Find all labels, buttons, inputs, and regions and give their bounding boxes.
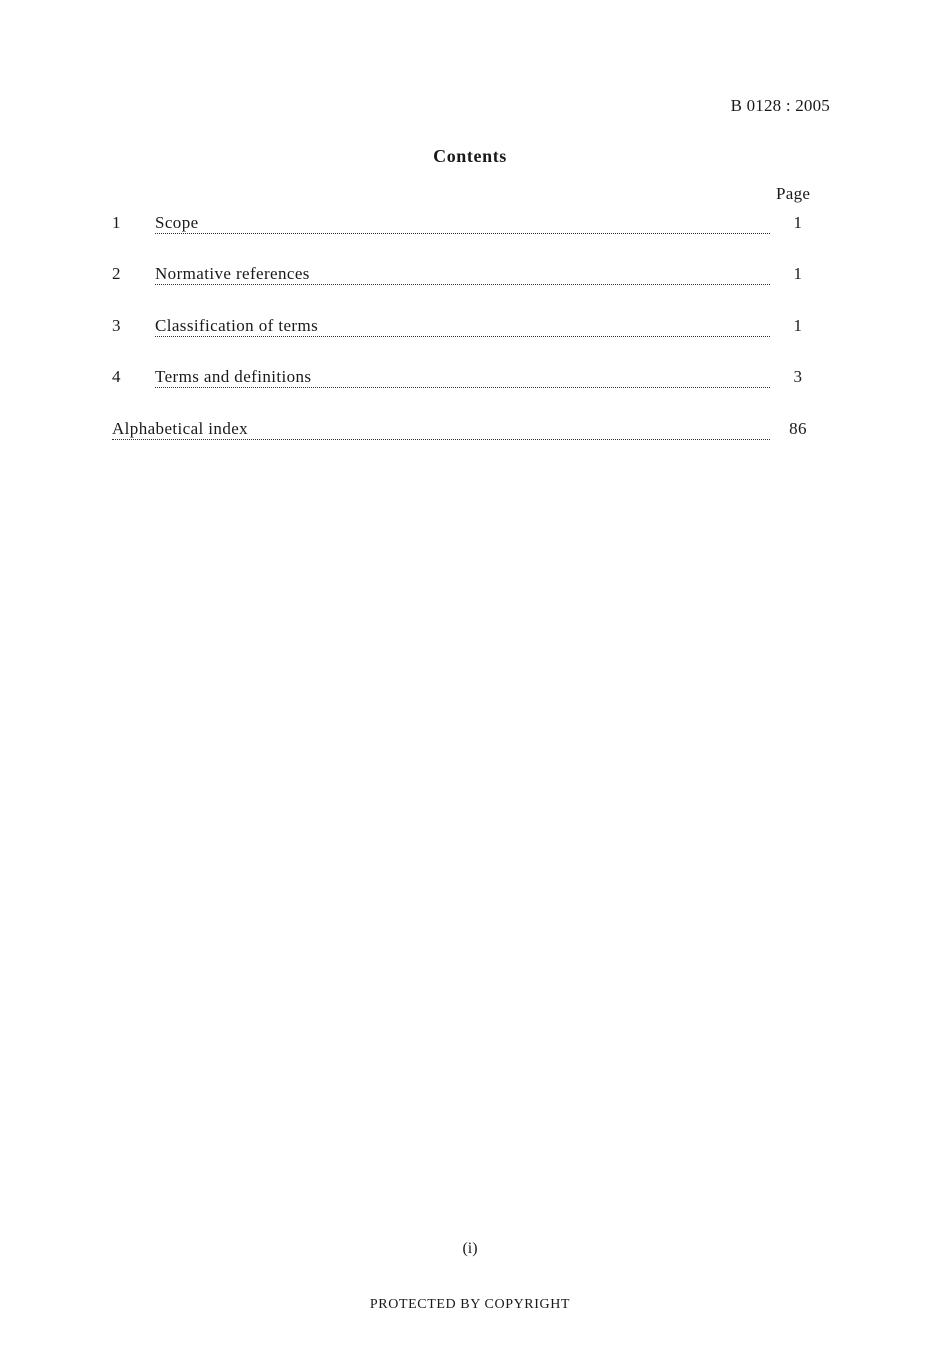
toc-entry-label: Alphabetical index	[112, 419, 251, 439]
toc-entry-label: Classification of terms	[155, 316, 321, 336]
dot-leader	[155, 213, 770, 234]
toc-entry-label: Normative references	[155, 264, 313, 284]
toc-entry-page: 86	[789, 419, 807, 438]
toc-entry-classification-of-terms[interactable]	[112, 316, 812, 340]
toc-entry-page: 1	[793, 213, 803, 232]
page-number: (i)	[462, 1240, 478, 1257]
toc-entry-page: 1	[793, 316, 803, 335]
toc-entry-number: 2	[112, 264, 121, 283]
toc-entry-number: 1	[112, 213, 121, 232]
document-code: B 0128 : 2005	[730, 96, 830, 115]
page-title: Contents	[433, 146, 507, 166]
toc-entry-normative-references[interactable]	[112, 264, 812, 288]
page-column-label: Page	[776, 184, 811, 203]
copyright-notice: PROTECTED BY COPYRIGHT	[369, 1297, 571, 1312]
toc-entry-number: 3	[112, 316, 121, 335]
toc-entry-page: 3	[793, 367, 803, 386]
toc-entry-label: Terms and definitions	[155, 367, 314, 387]
toc-entry-alphabetical-index[interactable]	[112, 419, 812, 443]
toc-entry-terms-and-definitions[interactable]	[112, 367, 812, 391]
toc-entry-label: Scope	[155, 213, 202, 233]
toc-entry-page: 1	[793, 264, 803, 283]
toc-entry-number: 4	[112, 367, 121, 386]
toc-entry-scope[interactable]	[112, 213, 812, 237]
